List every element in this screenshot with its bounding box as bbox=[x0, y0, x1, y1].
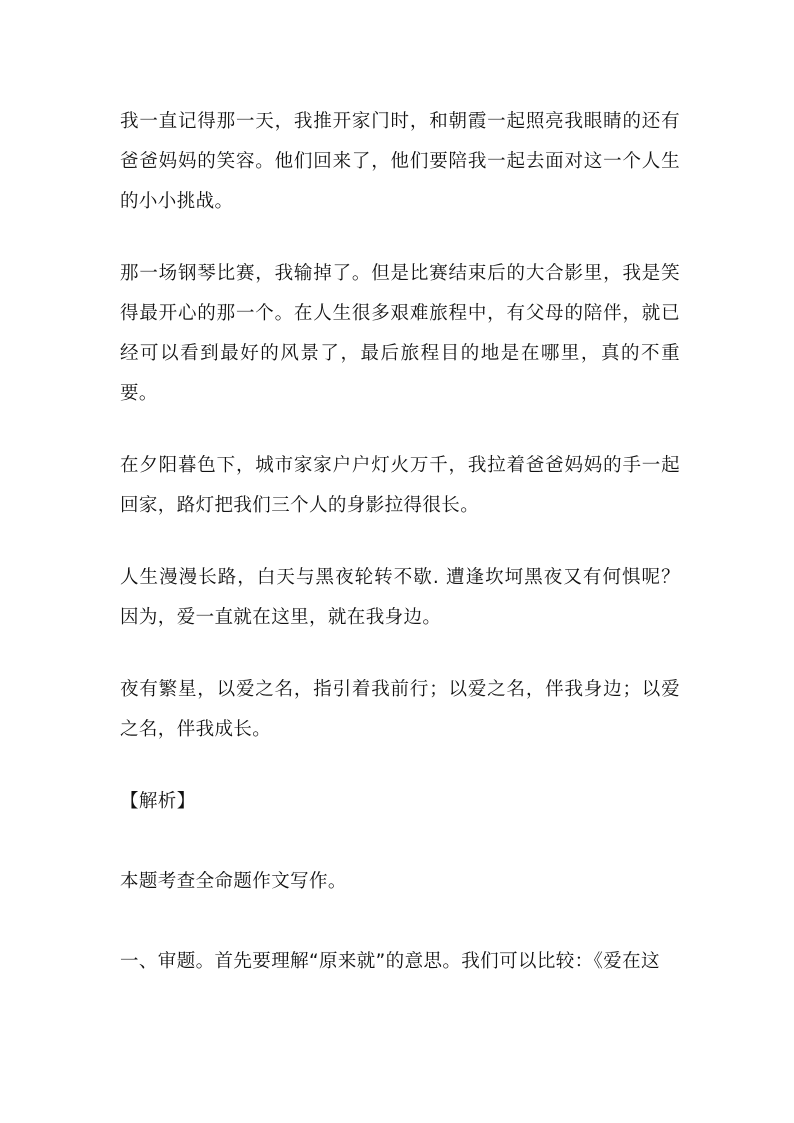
essay-paragraph-2: 那一场钢琴比赛，我输掉了。但是比赛结束后的大合影里，我是笑得最开心的那一个。在人生很多艰难旅程中，有父母的陪伴，就已经可以看到最好的风景了，最后旅程目的地是在哪里，真的不重要。 bbox=[120, 263, 680, 404]
essay-paragraph-3: 在夕阳暮色下，城市家家户户灯火万千，我拉着爸爸妈妈的手一起回家，路灯把我们三个人的身影拉得很长。 bbox=[120, 455, 680, 516]
document-body bbox=[120, 102, 680, 1014]
analysis-intro: 本题考查全命题作文写作。 bbox=[120, 871, 347, 892]
essay-paragraph-1: 我一直记得那一天，我推开家门时，和朝霞一起照亮我眼睛的还有爸爸妈妈的笑容。他们回来了，他们要陪我一起去面对这一个人生的小小挑战。 bbox=[120, 111, 680, 212]
analysis-point-1: 一、审题。首先要理解“原来就”的意思。我们可以比较：《爱在这 bbox=[120, 951, 660, 972]
essay-paragraph-5: 夜有繁星，以爱之名，指引着我前行；以爱之名，伴我身边；以爱之名，伴我成长。 bbox=[120, 679, 680, 740]
essay-paragraph-4: 人生漫漫长路，白天与黑夜轮转不歇. 遭逢坎坷黑夜又有何惧呢？因为，爱一直就在这里，就在我身边。 bbox=[120, 567, 680, 628]
analysis-heading: 【解析】 bbox=[120, 791, 196, 812]
